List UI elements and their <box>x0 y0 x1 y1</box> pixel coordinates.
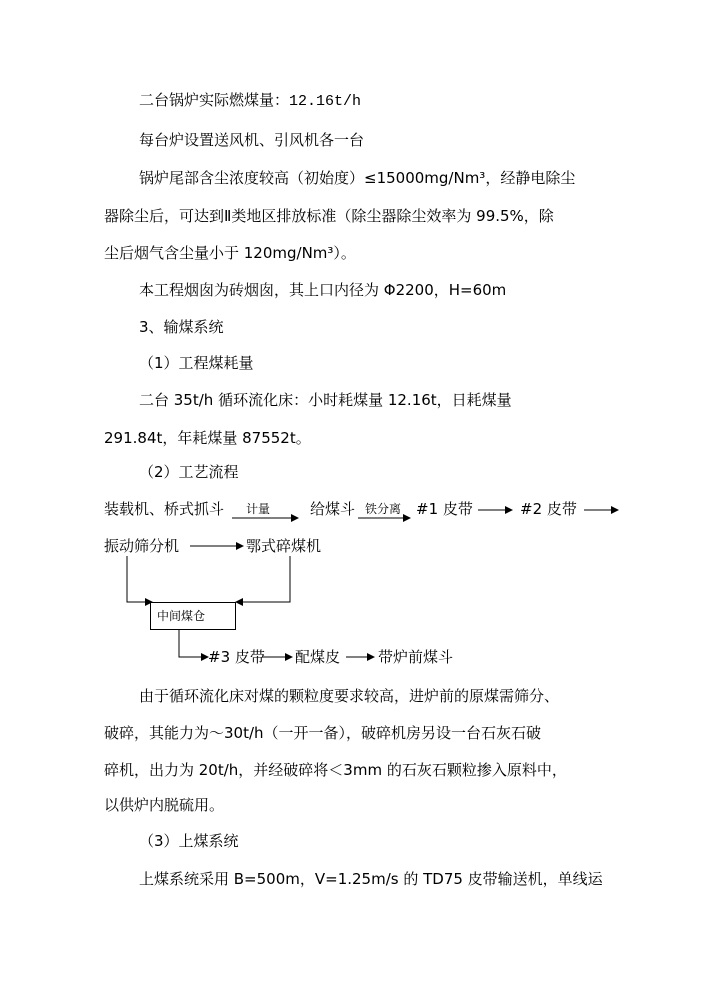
flow-node-belt2: #2 皮带 <box>520 500 577 518</box>
flow-node-belt3: #3 皮带 <box>208 648 265 666</box>
text-line: 二台锅炉实际燃煤量：12.16t/h <box>139 93 362 110</box>
flow-node-screen: 振动筛分机 <box>104 537 180 555</box>
text-line: 锅炉尾部含尘浓度较高（初始度）≤15000mg/Nm³，经静电除尘 <box>139 169 576 187</box>
flow-node-loader: 装载机、桥式抓斗 <box>104 500 225 518</box>
flow-node-hopper: 带炉前煤斗 <box>378 648 454 666</box>
text-line: 尘后烟气含尘量小于 120mg/Nm³）。 <box>104 244 356 262</box>
arrow-crusher-to-bin <box>236 556 290 602</box>
text-line: 上煤系统采用 B=500m，V=1.25m/s 的 TD75 皮带输送机，单线运 <box>139 870 603 888</box>
flow-node-blend: 配煤皮 <box>295 648 341 666</box>
text-line: 二台 35t/h 循环流化床：小时耗煤量 12.16t，日耗煤量 <box>139 391 512 409</box>
text-line: 本工程烟囱为砖烟囱，其上口内径为 Φ2200，H=60m <box>139 281 507 299</box>
text-line: 器除尘后，可达到Ⅱ类地区排放标准（除尘器除尘效率为 99.5%，除 <box>104 207 554 225</box>
subsection-heading: （2）工艺流程 <box>139 463 239 481</box>
arrow-screen-to-bin <box>127 556 152 602</box>
text-line: 碎机，出力为 20t/h，并经破碎将＜3mm 的石灰石颗粒掺入原料中， <box>104 761 567 779</box>
subsection-heading: （3）上煤系统 <box>139 832 239 850</box>
text-line: 破碎，其能力为～30t/h（一开一备），破碎机房另设一台石灰石破 <box>104 724 542 742</box>
text-line: 每台炉设置送风机、引风机各一台 <box>139 131 365 149</box>
flow-node-intermediate-bin: 中间煤仓 <box>150 602 236 630</box>
flow-node-belt1: #1 皮带 <box>416 500 473 518</box>
text-line: 以供炉内脱硫用。 <box>104 796 225 814</box>
text-line: 291.84t，年耗煤量 87552t。 <box>104 429 311 447</box>
section-heading: 3、输煤系统 <box>139 318 224 336</box>
flow-node-crusher: 鄂式碎煤机 <box>246 537 322 555</box>
flow-label-iron-separation: 铁分离 <box>365 502 402 516</box>
text-line: 由于循环流化床对煤的颗粒度要求较高，进炉前的原煤需筛分、 <box>139 687 560 705</box>
arrow-bin-to-belt3 <box>179 627 208 657</box>
subsection-heading: （1）工程煤耗量 <box>139 354 254 372</box>
flow-label-metering: 计量 <box>246 502 271 516</box>
flow-node-feeder: 给煤斗 <box>310 500 356 518</box>
